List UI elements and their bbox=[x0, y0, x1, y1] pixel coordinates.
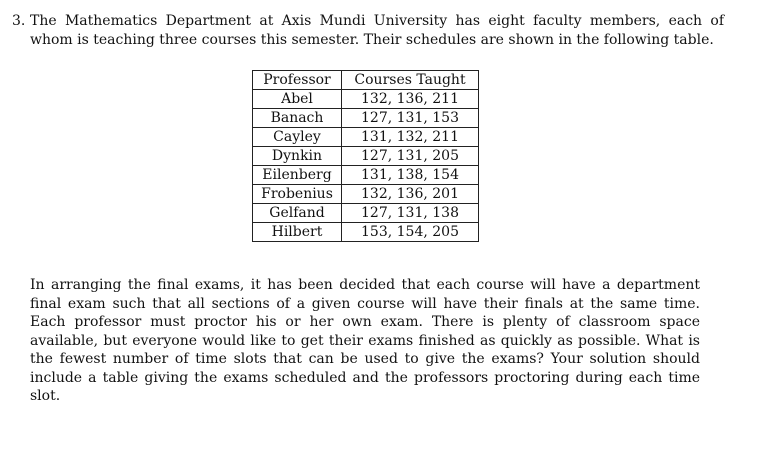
question-paragraph: In arranging the final exams, it has been decided that each course will have a department final exam such that all sections of a given course will have their finals at the same time. Each professor must proctor his or her own exam. There is plenty of classroom space available, but everyone would like to get their exams finished as quickly as possible. What is the fewest number of time slots that can be used to give the exams? Your solution should include a table giving the exams scheduled and the professors proctoring during each time slot. bbox=[30, 277, 700, 404]
courses-cell: 127, 131, 153 bbox=[342, 109, 479, 128]
professor-cell: Banach bbox=[253, 109, 342, 128]
header-courses-taught: Courses Taught bbox=[342, 71, 479, 90]
professor-cell: Cayley bbox=[253, 128, 342, 147]
courses-cell: 153, 154, 205 bbox=[342, 223, 479, 242]
courses-cell: 132, 136, 211 bbox=[342, 90, 479, 109]
courses-cell: 132, 136, 201 bbox=[342, 185, 479, 204]
professor-cell: Frobenius bbox=[253, 185, 342, 204]
table-header-row bbox=[253, 71, 479, 90]
table-row bbox=[253, 166, 479, 185]
table-row bbox=[253, 223, 479, 242]
schedule-table bbox=[252, 70, 479, 242]
table-row bbox=[253, 147, 479, 166]
professor-cell: Hilbert bbox=[253, 223, 342, 242]
professor-cell: Gelfand bbox=[253, 204, 342, 223]
table-row bbox=[253, 185, 479, 204]
table-row bbox=[253, 204, 479, 223]
courses-cell: 131, 138, 154 bbox=[342, 166, 479, 185]
table-row bbox=[253, 128, 479, 147]
problem-number: 3. bbox=[12, 13, 26, 29]
professor-cell: Dynkin bbox=[253, 147, 342, 166]
header-professor: Professor bbox=[253, 71, 342, 90]
professor-cell: Eilenberg bbox=[253, 166, 342, 185]
professor-cell: Abel bbox=[253, 90, 342, 109]
courses-cell: 127, 131, 138 bbox=[342, 204, 479, 223]
problem-statement bbox=[12, 12, 724, 49]
table-row bbox=[253, 90, 479, 109]
courses-cell: 131, 132, 211 bbox=[342, 128, 479, 147]
problem-intro: The Mathematics Department at Axis Mundi University has eight faculty members, each of whom is teaching three courses this semester. Their schedules are shown in the following table. bbox=[30, 13, 724, 48]
courses-cell: 127, 131, 205 bbox=[342, 147, 479, 166]
table-row bbox=[253, 109, 479, 128]
